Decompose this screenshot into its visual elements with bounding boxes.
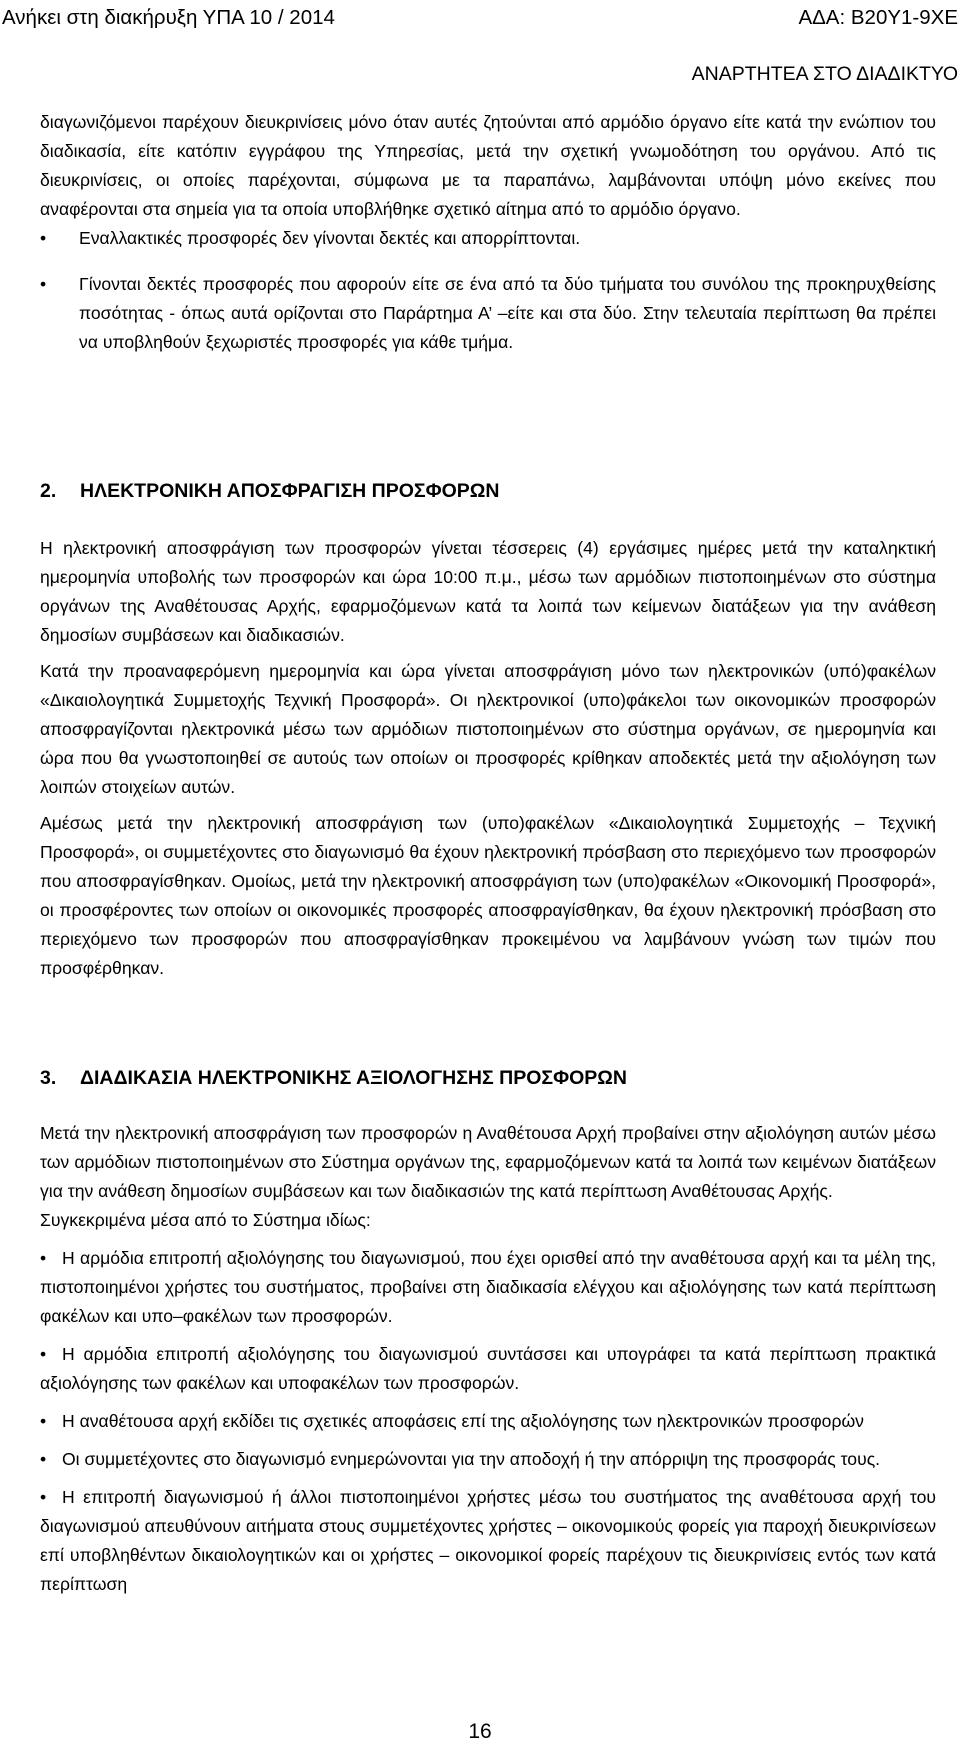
header-ada-code: ΑΔΑ: Β20Υ1-9ΧΕ <box>798 6 958 29</box>
paragraph: Μετά την ηλεκτρονική αποσφράγιση των προσφορών η Αναθέτουσα Αρχή προβαίνει στην αξιολόγηση αυτών μέσω των αρμόδιων πιστοποιημένων στο Σύστημα οργάνων της, εφαρμοζόμενων κατά τα λοιπά των κειμένων διατάξεων για την ανάθεση δημοσίων συμβάσεων και των διαδικασιών της κατά περίπτωση Αναθέτουσας Αρχής. <box>40 1123 936 1201</box>
bullet-accepted-offers <box>40 270 936 357</box>
intro-block <box>40 108 936 357</box>
list-item <box>40 1483 936 1599</box>
section-title: ΔΙΑΔΙΚΑΣΙΑ ΗΛΕΚΤΡΟΝΙΚΗΣ ΑΞΙΟΛΟΓΗΣΗΣ ΠΡΟΣΦΟΡΩΝ <box>80 1067 627 1089</box>
list-item <box>40 1340 936 1398</box>
bullet-icon: • <box>40 274 47 294</box>
bullet-alternative-offers <box>40 224 936 253</box>
list-item <box>40 1244 936 1331</box>
bullet-text: Γίνονται δεκτές προσφορές που αφορούν είτε σε ένα από τα δύο τμήματα του συνόλου της προκηρυχθείσης ποσότητας - όπως αυτά ορίζονται στο Παράρτημα Α’ –είτε και στα δύο. Στην τελευταία περίπτωση θα πρέπει να υποβληθούν ξεχωριστές προσφορές για κάθε τμήμα. <box>79 274 936 352</box>
paragraph: Αμέσως μετά την ηλεκτρονική αποσφράγιση των (υπο)φακέλων «Δικαιολογητικά Συμμετοχής – Τεχνική Προσφορά», οι συμμετέχοντες στο διαγωνισμό θα έχουν ηλεκτρονική πρόσβαση στο περιεχόμενο των προσφορών που αποσφραγίσθηκαν. Ομοίως, μετά την ηλεκτρονική αποσφράγιση των (υπο)φακέλων «Οικονομική Προσφορά», οι προσφέροντες των οποίων οι οικονομικές προσφορές αποσφραγίσθηκαν, θα έχουν ηλεκτρονική πρόσβαση στο περιεχόμενο των προσφορών που αποσφραγίσθηκαν προκειμένου να λαμβάνουν γνώση των τιμών που προσφέρθηκαν. <box>40 813 936 978</box>
paragraph: Συγκεκριμένα μέσα από το Σύστημα ιδίως: <box>40 1210 371 1230</box>
bullet-icon: • <box>40 1487 47 1507</box>
section-title: ΗΛΕΚΤΡΟΝΙΚΗ ΑΠΟΣΦΡΑΓΙΣΗ ΠΡΟΣΦΟΡΩΝ <box>80 480 500 502</box>
bullet-icon: • <box>40 228 47 248</box>
page-number: 16 <box>468 1720 492 1743</box>
section-number: 3. <box>40 1067 57 1089</box>
bullet-icon: • <box>40 1344 47 1364</box>
list-item <box>40 1407 936 1436</box>
section-number: 2. <box>40 480 57 502</box>
list-item-text: Η επιτροπή διαγωνισμού ή άλλοι πιστοποιημένοι χρήστες μέσω του συστήματος της αναθέτουσα αρχή του διαγωνισμού απευθύνουν αιτήματα στους συμμετέχοντες χρήστες – οικονομικούς φορείς για παροχή διευκρινίσεων επί υποβληθέντων δικαιολογητικών και οι χρήστες – οικονομικοί φορείς παρέχουν τις διευκρινίσεις εντός των κατά περίπτωση <box>40 1487 936 1594</box>
header-tender-ref: Ανήκει στη διακήρυξη ΥΠΑ 10 / 2014 <box>2 6 335 29</box>
section-2-body <box>40 534 936 983</box>
list-item-text: Η αρμόδια επιτροπή αξιολόγησης του διαγωνισμού, που έχει ορισθεί από την αναθέτουσα αρχή και τα μέλη της, πιστοποιημένοι χρήστες του συστήματος, προβαίνει στη διαδικασία ελέγχου και αξιολόγησης των κατά περίπτωση φακέλων και υπο–φακέλων των προσφορών. <box>40 1248 936 1326</box>
list-item-text: Η αρμόδια επιτροπή αξιολόγησης του διαγωνισμού συντάσσει και υπογράφει τα κατά περίπτωση πρακτικά αξιολόγησης των φακέλων και υποφακέλων των προσφορών. <box>40 1344 936 1393</box>
continuation-paragraph: διαγωνιζόμενοι παρέχουν διευκρινίσεις μόνο όταν αυτές ζητούνται από αρμόδιο όργανο είτε κατά την ενώπιον του διαδικασία, είτε κατόπιν εγγράφου της Υπηρεσίας, μετά την σχετική γνωμοδότηση του οργάνου. Από τις διευκρινίσεις, οι οποίες παρέχονται, σύμφωνα με τα παραπάνω, λαμβάνονται υπόψη μόνο εκείνες που αναφέρονται στα σημεία για τα οποία υποβλήθηκε σχετικό αίτημα από το αρμόδιο όργανο. <box>40 112 936 219</box>
header-posted-online: ΑΝΑΡΤΗΤΕΑ ΣΤΟ ΔΙΑΔΙΚΤΥΟ <box>691 63 958 85</box>
list-item-text: Οι συμμετέχοντες στο διαγωνισμό ενημερώνονται για την αποδοχή ή την απόρριψη της προσφοράς τους. <box>62 1449 881 1469</box>
section-2-heading <box>40 477 500 505</box>
list-item <box>40 1445 936 1474</box>
bullet-text: Εναλλακτικές προσφορές δεν γίνονται δεκτές και απορρίπτονται. <box>79 228 581 248</box>
paragraph: Κατά την προαναφερόμενη ημερομηνία και ώρα γίνεται αποσφράγιση μόνο των ηλεκτρονικών (υπό)φακέλων «Δικαιολογητικά Συμμετοχής Τεχνική Προσφορά». Οι ηλεκτρονικοί (υπο)φάκελοι των οικονομικών προσφορών αποσφραγίζονται ηλεκτρονικά μέσω των αρμόδιων πιστοποιημένων στο σύστημα οργάνων, σε ημερομηνία και ώρα που θα γνωστοποιηθεί σε αυτούς των οποίων οι προσφορές κρίθηκαν αποδεκτές μετά την αξιολόγηση των λοιπών στοιχείων αυτών. <box>40 661 936 797</box>
list-item-text: Η αναθέτουσα αρχή εκδίδει τις σχετικές αποφάσεις επί της αξιολόγησης των ηλεκτρονικών προσφορών <box>62 1411 864 1431</box>
section-3-body <box>40 1119 936 1599</box>
bullet-icon: • <box>40 1449 47 1469</box>
bullet-icon: • <box>40 1248 47 1268</box>
paragraph: Η ηλεκτρονική αποσφράγιση των προσφορών γίνεται τέσσερεις (4) εργάσιμες ημέρες μετά την καταληκτική ημερομηνία υποβολής των προσφορών και ώρα 10:00 π.μ., μέσω των αρμόδιων πιστοποιημένων στο σύστημα οργάνων της Αναθέτουσας Αρχής, εφαρμοζόμενων κατά τα λοιπά των κείμενων διατάξεων για την ανάθεση δημοσίων συμβάσεων και διαδικασιών. <box>40 538 936 645</box>
bullet-icon: • <box>40 1411 47 1431</box>
section-3-heading <box>40 1064 627 1092</box>
